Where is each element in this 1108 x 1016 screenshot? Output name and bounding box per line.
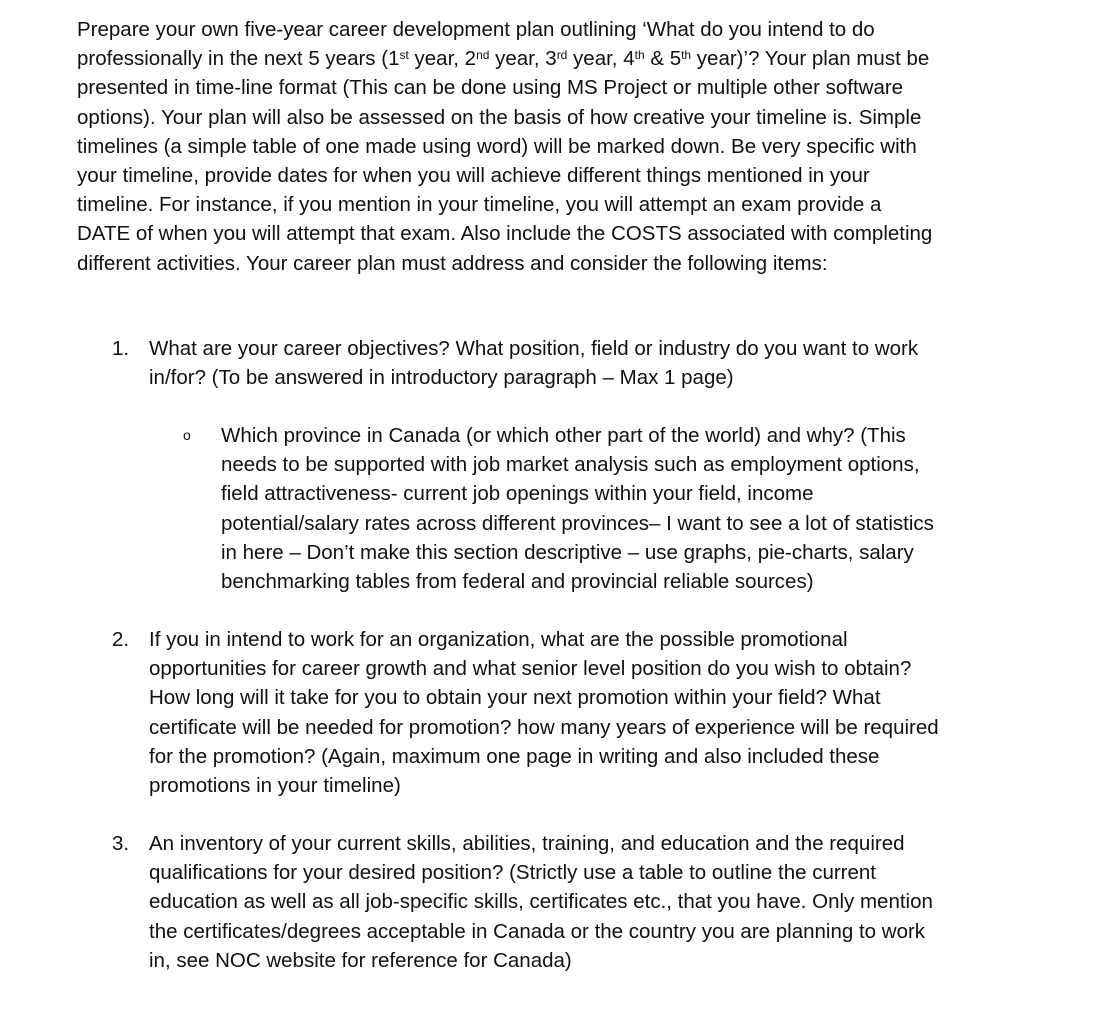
- list-item-text: [149, 334, 1049, 392]
- intro-line: options). Your plan will also be assessed on the basis of how creative your timeline is. Simple: [77, 105, 922, 129]
- ordinal-suffix: st: [399, 47, 409, 62]
- intro-text: year)’? Your plan must be: [691, 47, 930, 71]
- intro-text: professionally in the next 5 years (1: [77, 47, 400, 71]
- hollow-bullet-icon: o: [183, 427, 191, 443]
- list-item-line: qualifications for your desired position? (Strictly use a table to outline the current: [149, 861, 876, 885]
- list-number: 1.: [112, 337, 130, 360]
- list-item-line: in, see NOC website for reference for Canada): [149, 948, 572, 972]
- intro-text: year, 2: [408, 47, 477, 71]
- list-item-line: for the promotion? (Again, maximum one page in writing and also included these: [149, 744, 880, 768]
- list-item-line: promotions in your timeline): [149, 774, 401, 798]
- intro-line: timelines (a simple table of one made using word) will be marked down. Be very specific with: [77, 134, 917, 158]
- intro-text: year, 4: [567, 47, 635, 71]
- intro-line: different activities. Your career plan must address and consider the following items:: [77, 251, 828, 275]
- intro-line: presented in time-line format (This can be done using MS Project or multiple other software: [77, 76, 904, 100]
- intro-line: [77, 44, 1037, 73]
- sub-list-item-line: benchmarking tables from federal and provincial reliable sources): [221, 570, 814, 594]
- list-item-text: [149, 625, 1049, 800]
- sub-list-item-line: in here – Don’t make this section descriptive – use graphs, pie-charts, salary: [221, 540, 914, 564]
- list-number: 2.: [112, 628, 130, 651]
- intro-line: timeline. For instance, if you mention in your timeline, you will attempt an exam provide a: [77, 193, 882, 217]
- list-item-line: certificate will be needed for promotion? how many years of experience will be required: [149, 715, 939, 739]
- sub-list-item-line: needs to be supported with job market analysis such as employment options,: [221, 453, 920, 477]
- intro-line: your timeline, provide dates for when you will achieve different things mentioned in your: [77, 164, 870, 188]
- list-number: 3.: [112, 832, 130, 855]
- sub-list-item-text: [221, 421, 1021, 596]
- sub-list-item-line: potential/salary rates across different provinces– I want to see a lot of statistics: [221, 511, 934, 535]
- sub-list-item-line: Which province in Canada (or which other part of the world) and why? (This: [221, 424, 906, 447]
- intro-paragraph: [77, 15, 1037, 278]
- ordinal-suffix: th: [681, 47, 692, 62]
- list-item-line: in/for? (To be answered in introductory paragraph – Max 1 page): [149, 366, 734, 390]
- list-item-line: opportunities for career growth and what senior level position do you wish to obtain?: [149, 657, 912, 681]
- list-item-line: How long will it take for you to obtain your next promotion within your field? What: [149, 686, 881, 710]
- intro-text: & 5: [644, 47, 682, 71]
- ordinal-suffix: th: [634, 47, 645, 62]
- list-item-line: What are your career objectives? What position, field or industry do you want to work: [149, 337, 919, 360]
- intro-line: DATE of when you will attempt that exam. Also include the COSTS associated with completing: [77, 222, 933, 246]
- intro-line: Prepare your own five-year career development plan outlining ‘What do you intend to do: [77, 18, 875, 41]
- ordinal-suffix: rd: [556, 47, 568, 62]
- list-item-line: education as well as all job-specific skills, certificates etc., that you have. Only mention: [149, 890, 933, 914]
- list-item-text: [149, 829, 1049, 975]
- list-item-line: If you in intend to work for an organization, what are the possible promotional: [149, 628, 848, 651]
- list-item-line: An inventory of your current skills, abilities, training, and education and the required: [149, 832, 905, 855]
- sub-list-item-line: field attractiveness- current job openings within your field, income: [221, 482, 814, 506]
- intro-text: year, 3: [489, 47, 557, 71]
- ordinal-suffix: nd: [476, 47, 490, 62]
- list-item-line: the certificates/degrees acceptable in Canada or the country you are planning to work: [149, 919, 926, 943]
